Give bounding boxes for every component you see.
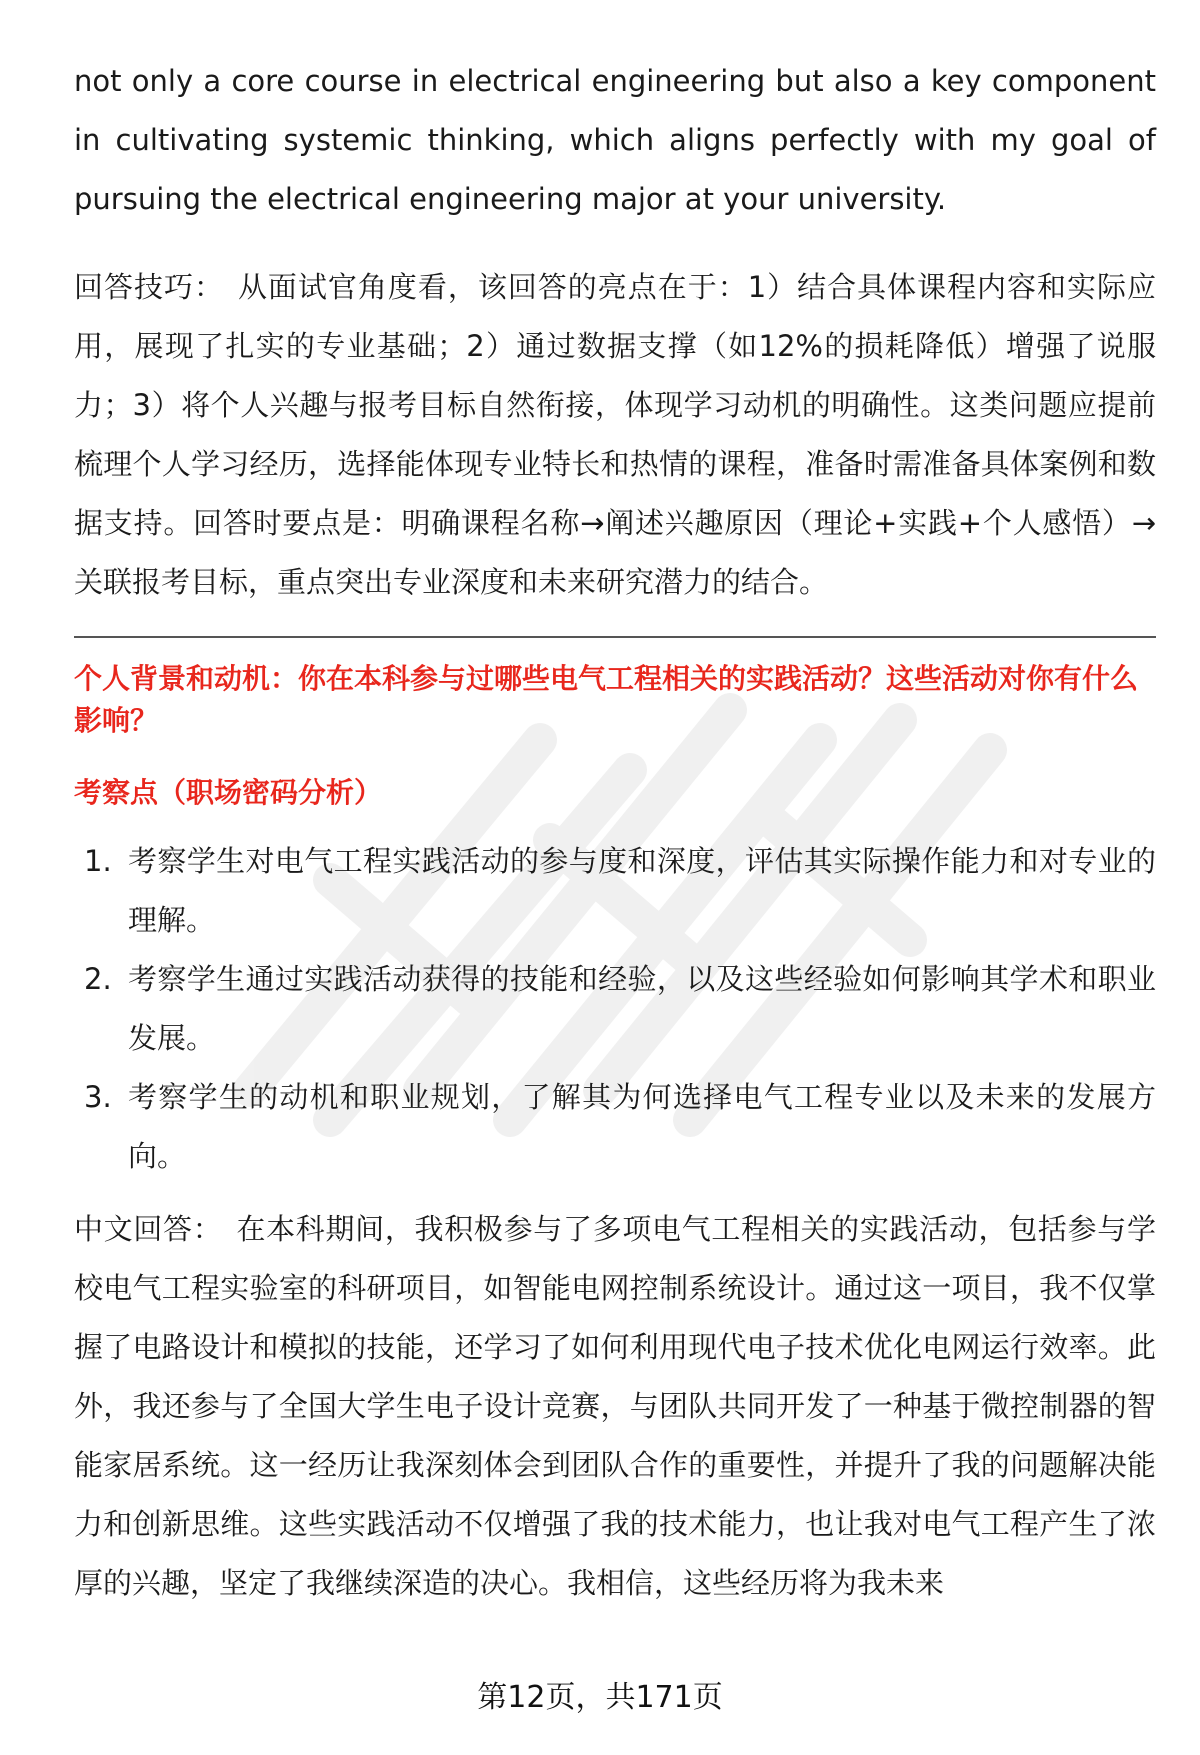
answer-tips-text: 从面试官角度看，该回答的亮点在于：1）结合具体课程内容和实际应用，展现了扎实的专业基础；2）通过数据支撑（如12%的损耗降低）增强了说服力；3）将个人兴趣与报考目标自然衔接，体现学习动机的明确性。这类问题应提前梳理个人学习经历，选择能体现专业特长和热情的课程，准备时需准备具体案例和数据支持。回答时要点是：明确课程名称→阐述兴趣原因（理论+实践+个人感悟）→关联报考目标，重点突出专业深度和未来研究潜力的结合。 xyxy=(74,270,1156,599)
page-number-footer: 第12页，共171页 xyxy=(477,1680,723,1715)
answer-tips-label: 回答技巧： xyxy=(74,270,224,304)
section-divider xyxy=(74,636,1156,638)
assessment-point-number: 1. xyxy=(84,844,112,878)
assessment-heading: 考察点（职场密码分析） xyxy=(74,776,383,809)
assessment-list xyxy=(74,832,1156,1186)
chinese-answer-label: 中文回答： xyxy=(74,1212,223,1246)
assessment-point xyxy=(74,1068,1156,1186)
assessment-point xyxy=(74,950,1156,1068)
assessment-point-text: 考察学生通过实践活动获得的技能和经验，以及这些经验如何影响其学术和职业发展。 xyxy=(128,962,1156,1055)
intro-tail-paragraph: not only a core course in electrical engineering but also a key component in cultivating systemic thinking, which aligns perfectly with my goal of pursuing the electrical engineering major at your university. xyxy=(74,64,1156,216)
chinese-answer-paragraph xyxy=(74,1200,1156,1613)
page-content xyxy=(74,52,1156,1613)
assessment-point-number: 2. xyxy=(84,962,112,996)
assessment-point-text: 考察学生的动机和职业规划，了解其为何选择电气工程专业以及未来的发展方向。 xyxy=(128,1080,1156,1173)
assessment-point-number: 3. xyxy=(84,1080,112,1114)
assessment-point-text: 考察学生对电气工程实践活动的参与度和深度，评估其实际操作能力和对专业的理解。 xyxy=(128,844,1156,937)
assessment-point xyxy=(74,832,1156,950)
chinese-answer-text: 在本科期间，我积极参与了多项电气工程相关的实践活动，包括参与学校电气工程实验室的科研项目，如智能电网控制系统设计。通过这一项目，我不仅掌握了电路设计和模拟的技能，还学习了如何利用现代电子技术优化电网运行效率。此外，我还参与了全国大学生电子设计竞赛，与团队共同开发了一种基于微控制器的智能家居系统。这一经历让我深刻体会到团队合作的重要性，并提升了我的问题解决能力和创新思维。这些实践活动不仅增强了我的技术能力，也让我对电气工程产生了浓厚的兴趣，坚定了我继续深造的决心。我相信，这些经历将为我未来 xyxy=(74,1212,1156,1600)
answer-tips-paragraph xyxy=(74,258,1156,612)
question-heading: 个人背景和动机：你在本科参与过哪些电气工程相关的实践活动？这些活动对你有什么影响？ xyxy=(74,662,1139,737)
